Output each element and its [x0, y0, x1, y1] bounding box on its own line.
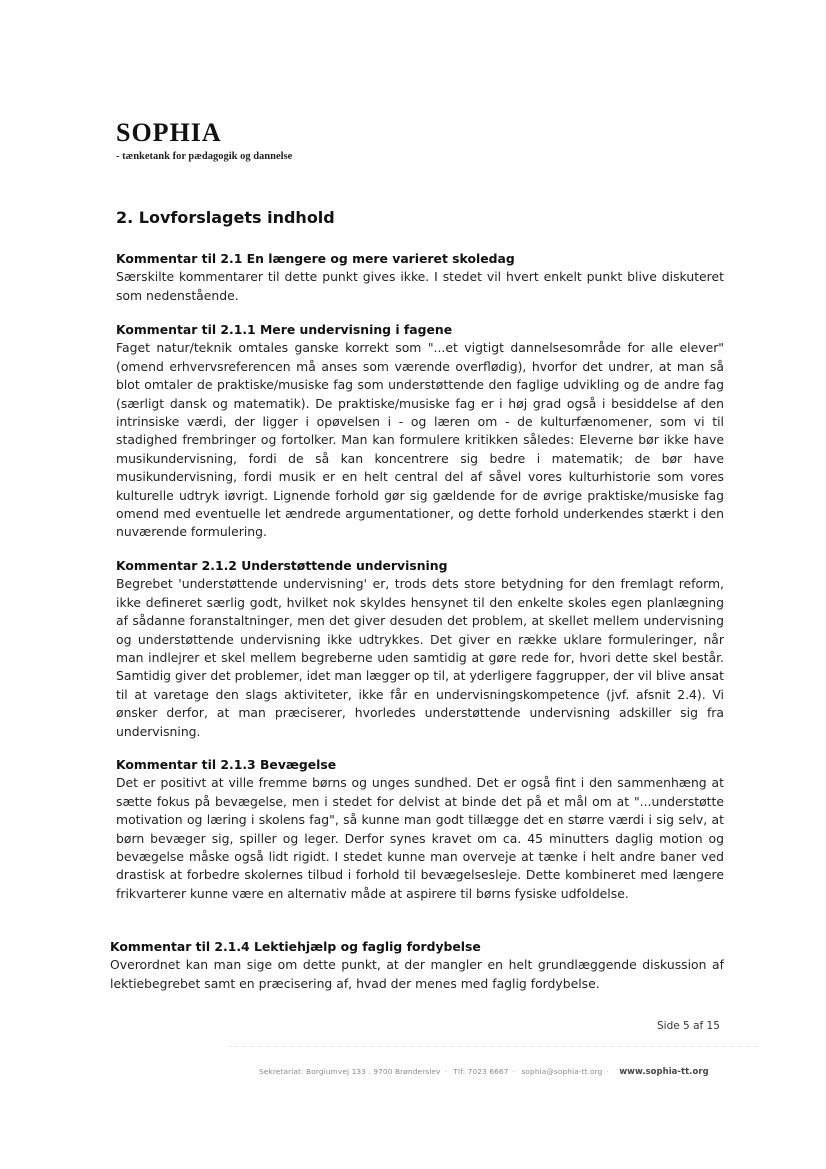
comment-body: Særskilte kommentarer til dette punkt gives ikke. I stedet vil hvert enkelt punkt blive diskuteret som nedenstående.	[116, 269, 724, 303]
comment-body: Det er positivt at ville fremme børns og unges sundhed. Det er også fint i den sammenhæng at sætte fokus på bevægelse, men i stedet for delvist at binde det på et mål om at "...understøtte motivation og læring i skolens fag", så kunne man godt tillægge det en større værdi i sig selv, at børn bevæger sig, spiller og leger. Derfor synes kravet om ca. 45 minutters daglig motion og bevægelse måske også lidt rigidt. I stedet kunne man overveje at tænke i helt andre baner ved drastisk at forbedre skolernes tilbud i forhold til bevægelsesleje. Dette kombineret med længere frikvarterer kunne være en alternativ måde at aspirere til børns fysiske udfoldelse.	[116, 775, 724, 901]
comment-title: Kommentar til 2.1.1 Mere undervisning i fagene	[116, 322, 453, 337]
logo-title: SOPHIA	[116, 118, 222, 147]
scan-artifact-line	[230, 1046, 760, 1059]
comment-title: Kommentar 2.1.2 Understøttende undervisning	[116, 558, 448, 573]
section-heading: 2. Lovforslagets indhold	[116, 208, 335, 227]
footer: Sekretariat: Borgiumvej 133 . 9700 Brønderslev · Tlf: 7023 6667 · sophia@sophia-tt.org · www.sophia-tt.org	[259, 1066, 709, 1076]
footer-address: Sekretariat: Borgiumvej 133 . 9700 Brønderslev	[259, 1067, 441, 1076]
page-number: Side 5 af 15	[657, 1020, 720, 1032]
footer-email[interactable]: sophia@sophia-tt.org	[521, 1067, 603, 1076]
comment-2-1-3	[116, 756, 724, 903]
logo-subtitle: - tænketank for pædagogik og dannelse	[116, 151, 293, 162]
comment-2-1-4	[110, 938, 724, 993]
comment-body: Overordnet kan man sige om dette punkt, at der mangler en helt grundlæggende diskussion af lektiebegrebet samt en præcisering af, hvad der menes med faglig fordybelse.	[110, 957, 724, 991]
logo	[116, 118, 292, 164]
comment-body: Begrebet 'understøttende undervisning' er, trods dets store betydning for den fremlagt reform, ikke defineret særlig godt, hvilket nok skyldes hensynet til den enkelte skoles egen planlægning af sådanne foranstaltninger, men det giver desuden det problem, at skellet mellem undervisning og understøttende undervisning ikke udtrykkes. Det giver en række uklare formuleringer, når man indlejrer et skel mellem begreberne uden samtidig at gøre rede for, hvori dette skel består. Samtidig giver det problemer, idet man lægger op til, at yderligere faggrupper, der vil blive ansat til at varetage den slags aktiviteter, ikke får en undervisningskompetence (jvf. afsnit 2.4). Vi ønsker derfor, at man præciserer, hvorledes understøttende undervisning adskiller sig fra undervisning.	[116, 576, 724, 739]
footer-phone: Tlf: 7023 6667	[453, 1067, 509, 1076]
comment-title: Kommentar til 2.1.3 Bevægelse	[116, 757, 337, 772]
comment-2-1-2	[116, 557, 724, 741]
comment-title: Kommentar til 2.1 En længere og mere varieret skoledag	[116, 251, 515, 266]
comment-title: Kommentar til 2.1.4 Lektiehjælp og faglig fordybelse	[110, 939, 481, 954]
footer-website-link[interactable]: www.sophia-tt.org	[619, 1066, 709, 1076]
comment-body: Faget natur/teknik omtales ganske korrekt som "...et vigtigt dannelsesområde for alle elever" (omend erhvervsreferencen må anses som værende overflødig), hvorfor det undrer, at man så blot omtaler de praktiske/musiske fag som understøttende den faglige udvikling og de andre fag (særligt dansk og matematik). De praktiske/musiske fag er i høj grad også i besiddelse af den intrinsiske værdi, der ligger i opøvelsen i - og læren om - de kulturfænomener, som vi til stadighed frembringer og fortolker. Man kan formulere kritikken således: Eleverne bør ikke have musikundervisning, fordi de så kan koncentrere sig bedre i matematik; de bør have musikundervisning, fordi musik er en helt central del af såvel vores kulturhistorie som vores kulturelle udtryk iøvrigt. Lignende forhold gør sig gældende for de øvrige praktiske/musiske fag omend med eventuelle let ændrede argumentationer, og dette forhold underkendes stærkt i den nuværende formulering.	[116, 340, 724, 540]
comment-2-1-1	[116, 321, 724, 542]
comment-2-1	[116, 250, 724, 305]
